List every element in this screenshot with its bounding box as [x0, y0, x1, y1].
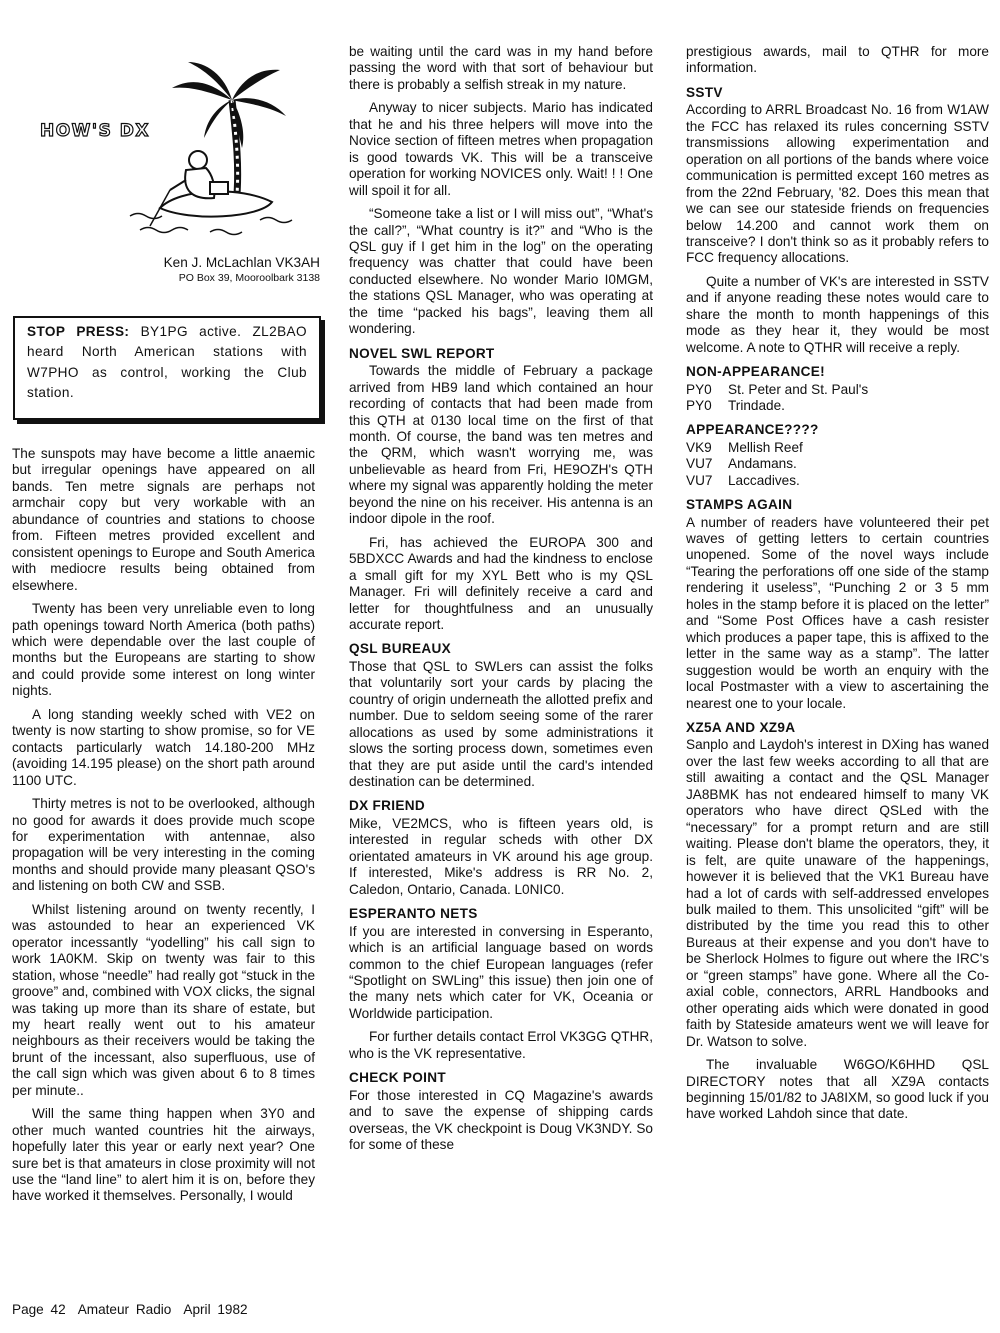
- entity-name: Trindade.: [728, 398, 785, 414]
- author-byline: [120, 254, 320, 285]
- column-3: [686, 44, 989, 1130]
- callsign-prefix: VK9: [686, 439, 712, 455]
- stop-press-box: [13, 316, 321, 420]
- section-heading-dx-friend: DX FRIEND: [349, 798, 425, 814]
- paragraph: A number of readers have volunteered their pet waves of getting letters to certain countries unopened. Some of the novel ways include “Tearing the perforations off one side of the stamp rendering it useless”, “Punching 2 or 3 5 mm holes in the stamp before it is placed on the letter” and “Some Post Offices have a cash resister which produces a paper tape, this is affixed to the letter in the same way as a stamp”. The latter suggestion would be worth an enquiry with the local Postmaster with a view to ascertaining the nearest one to your locale.: [686, 514, 989, 711]
- paragraph: According to ARRL Broadcast No. 16 from W1AW the FCC has relaxed its rules concerning SSTV transmissions allowing experimentation and operation on all portions of the bands where voice communication is permitted except 160 metres as from the 22nd February, '82. Does this mean that we can see our stateside friends on frequencies below 14.200 and cannot work them on transceive? I don't think so as it probably refers to FCC frequency allocations.: [686, 102, 989, 266]
- column-title: HOW'S DX: [40, 121, 151, 141]
- entity-name: Laccadives.: [728, 472, 800, 488]
- paragraph: For those interested in CQ Magazine's awards and to save the expense of shipping cards overseas, the VK checkpoint is Doug VK3NDY. So for some of these: [349, 1087, 653, 1153]
- paragraph: The invaluable W6GO/K6HHD QSL DIRECTORY notes that all XZ9A contacts beginning 15/01/82 to JA8IXM, so good luck if you have worked Lahdoh since that date.: [686, 1057, 989, 1122]
- paragraph: prestigious awards, mail to QTHR for more information.: [686, 44, 989, 76]
- section-heading-qsl-bureaux: QSL BUREAUX: [349, 641, 451, 657]
- section-heading-check-point: CHECK POINT: [349, 1070, 446, 1086]
- issue-date: April 1982: [183, 1302, 248, 1317]
- section-heading-xz5a-xz9a: XZ5A AND XZ9A: [686, 719, 796, 735]
- callsign-prefix: VU7: [686, 456, 713, 472]
- list-item: [686, 456, 989, 472]
- paragraph: Mike, VE2MCS, who is fifteen years old, is interested in regular scheds with other DX orientated amateurs in VK around his age group. If interested, Mike's address is RR No. 2, Caledon, Ontario, Canada. L0NIC0.: [349, 815, 653, 897]
- author-name: Ken J. McLachlan VK3AH: [163, 255, 320, 270]
- paragraph: For further details contact Errol VK3GG QTHR, who is the VK representative.: [349, 1029, 653, 1061]
- paragraph: A long standing weekly sched with VE2 on twenty is now starting to show promise, so for VE contacts particularly watch 14.180-200 MHz (avoiding 14.195 please) on the short path around 1100 UTC.: [12, 706, 315, 788]
- list-item: [686, 398, 989, 414]
- paragraph: Anyway to nicer subjects. Mario has indicated that he and his three helpers will move into the Novice section of fifteen metres when propagation is good towards VK. This will be a transceive operation for working NOVICES only. Wait! ! ! One will spoil it for all.: [349, 100, 653, 198]
- entity-name: St. Peter and St. Paul's: [728, 381, 869, 397]
- page-number: Page 42: [12, 1302, 66, 1317]
- paragraph: Thirty metres is not to be overlooked, although no good for awards it does provide much scope for experimentation with antennae, also propagation will be very interesting in the coming months and should provide many pleasant QSO's and listening on both CW and SSB.: [12, 796, 315, 894]
- paragraph: Those that QSL to SWLers can assist the folks that voluntarily sort your cards by placing the country of origin underneath the allotted prefix and number. Due to seldom seeing some of the rarer allocations as used by some administrations it slows the sorting process down, sometimes even that they are put aside until the card's intended destination can be determined.: [349, 658, 653, 790]
- column-logo: [10, 40, 320, 240]
- section-heading-appearance: APPEARANCE????: [686, 422, 819, 438]
- entity-name: Andamans.: [728, 456, 797, 472]
- callsign-prefix: PY0: [686, 381, 712, 397]
- section-heading-novel-swl: NOVEL SWL REPORT: [349, 345, 495, 361]
- paragraph: Twenty has been very unreliable even to long path openings toward North America (both paths) which were dependable over the last couple of months but the Europeans are starting to show and could provide some interest on long winter nights.: [12, 601, 315, 699]
- list-item: [686, 473, 989, 489]
- column-1: [12, 446, 315, 1212]
- paragraph: “Someone take a list or I will miss out”, “What's the call?”, “What country is it?” and “Who is the QSL guy if I get him in the log” on the operating frequency was chatter that could have been conducted elsewhere. No wonder Mario I0MGM, the stations QSL Manager, who was operating at the time “packed his bags”, leaving them all wondering.: [349, 206, 653, 337]
- stop-press-text: BY1PG active. ZL2BAO heard North American stations with W7PHO as control, working the Club station.: [27, 324, 307, 401]
- author-address: PO Box 39, Mooroolbark 3138: [178, 272, 320, 284]
- section-heading-non-appearance: NON-APPEARANCE!: [686, 364, 825, 380]
- section-heading-sstv: SSTV: [686, 84, 723, 100]
- paragraph: Whilst listening around on twenty recently, I was astounded to hear an experienced VK operator incessantly “yodelling” his call sign to work 1A0KM. Skip on twenty was fair to this station, whose “needle” had really got “stuck in the groove” and, combined with VOX clicks, the signal was taking up more than its share of estate, but my heart really went out to his amateur neighbours as their receivers would be taking the brunt of the incessant, also superfluous, use of the call sign which was given about 6 to 8 times per minute..: [12, 901, 316, 1098]
- callsign-prefix: PY0: [686, 398, 712, 414]
- stop-press-label: STOP PRESS:: [27, 324, 130, 339]
- desert-island-illustration: [10, 40, 320, 240]
- paragraph: Quite a number of VK's are interested in SSTV and if anyone reading these notes would care to share the month to month happenings of this mode as they hear it, they would be most welcome. A note to QTHR will receive a reply.: [686, 273, 989, 355]
- paragraph: Will the same thing happen when 3Y0 and other much wanted countries hit the airways, hopefully later this year or early next year? One sure bet is that amateurs in close proximity will not use the “land line” to alert him it is on, before they have worked it themselves. Personally, I would: [12, 1106, 315, 1204]
- paragraph: Fri, has achieved the EUROPA 300 and 5BDXCC Awards and had the kindness to enclose a small gift for my XYL Bett who is my QSL Manager. Fri will definitely receive a card and letter for thoughtfulness and an unusually accurate report.: [349, 534, 653, 632]
- column-2: [349, 44, 653, 1161]
- paragraph: If you are interested in conversing in Esperanto, which is an artificial language based on words common to the chief European languages (refer “Spotlight on SWLing” this issue) then join one of the many nets which cater for VK, Oceania or Worldwide participation.: [349, 923, 653, 1021]
- callsign-prefix: VU7: [686, 472, 713, 488]
- paragraph: The sunspots may have become a little anaemic but irregular openings have appeared on all bands. Ten metre signals are perhaps not armchair copy but very workable with an abundance of countries and stations to choose from. Fifteen metres provided excellent and consistent openings to Europe and South America with mediocre results being obtained from elsewhere.: [12, 446, 315, 593]
- paragraph: Towards the middle of February a package arrived from HB9 land which contained an hour recording of contacts that had been made from this QTH at 0130 local time on the first of that month. Of course, the band was ten metres and the QRM, which wasn't worrying me, was unbelievable as heard from Fri, HE9OZH's QTH where my signal was apparently holding the meter beyond the nine on his receiver. His antenna is an indoor dipole in the roof.: [349, 363, 653, 527]
- paragraph: be waiting until the card was in my hand before passing the word with that sort of behaviour but there is probably a selfish streak in my nature.: [349, 44, 653, 92]
- magazine-name: Amateur Radio: [77, 1302, 172, 1317]
- entity-name: Mellish Reef: [728, 439, 803, 455]
- section-heading-esperanto: ESPERANTO NETS: [349, 906, 478, 922]
- paragraph: Sanplo and Laydoh's interest in DXing has waned over the last few weeks according to all that are still awaiting a contact and the QSL Manager JA8BMK has not endeared himself to many VK operators who have direct QSLed with the “necessary” for a prompt return and are still waiting. Please don't blame the operators, they, it is felt, are quite unaware of the happenings, however it is believed that the VK1 Bureau have had a lot of cards with self-addressed envelopes bulk mailed to them. This unsolicited “gift” will be distributed by the time you read this to other Bureaus at their expense and you don't have to be Sherlock Holmes to figure out where the IRC's or “green stamps” have gone. Where all the Co-axial coble, connectors, ARRL Handbooks and other operating aids which were donated in good faith by Stateside amateurs went we will leave for Dr. Watson to solve.: [686, 737, 989, 1049]
- list-item: [686, 440, 989, 456]
- section-heading-stamps-again: STAMPS AGAIN: [686, 497, 793, 513]
- page-footer: [12, 1302, 254, 1317]
- list-item: [686, 382, 989, 398]
